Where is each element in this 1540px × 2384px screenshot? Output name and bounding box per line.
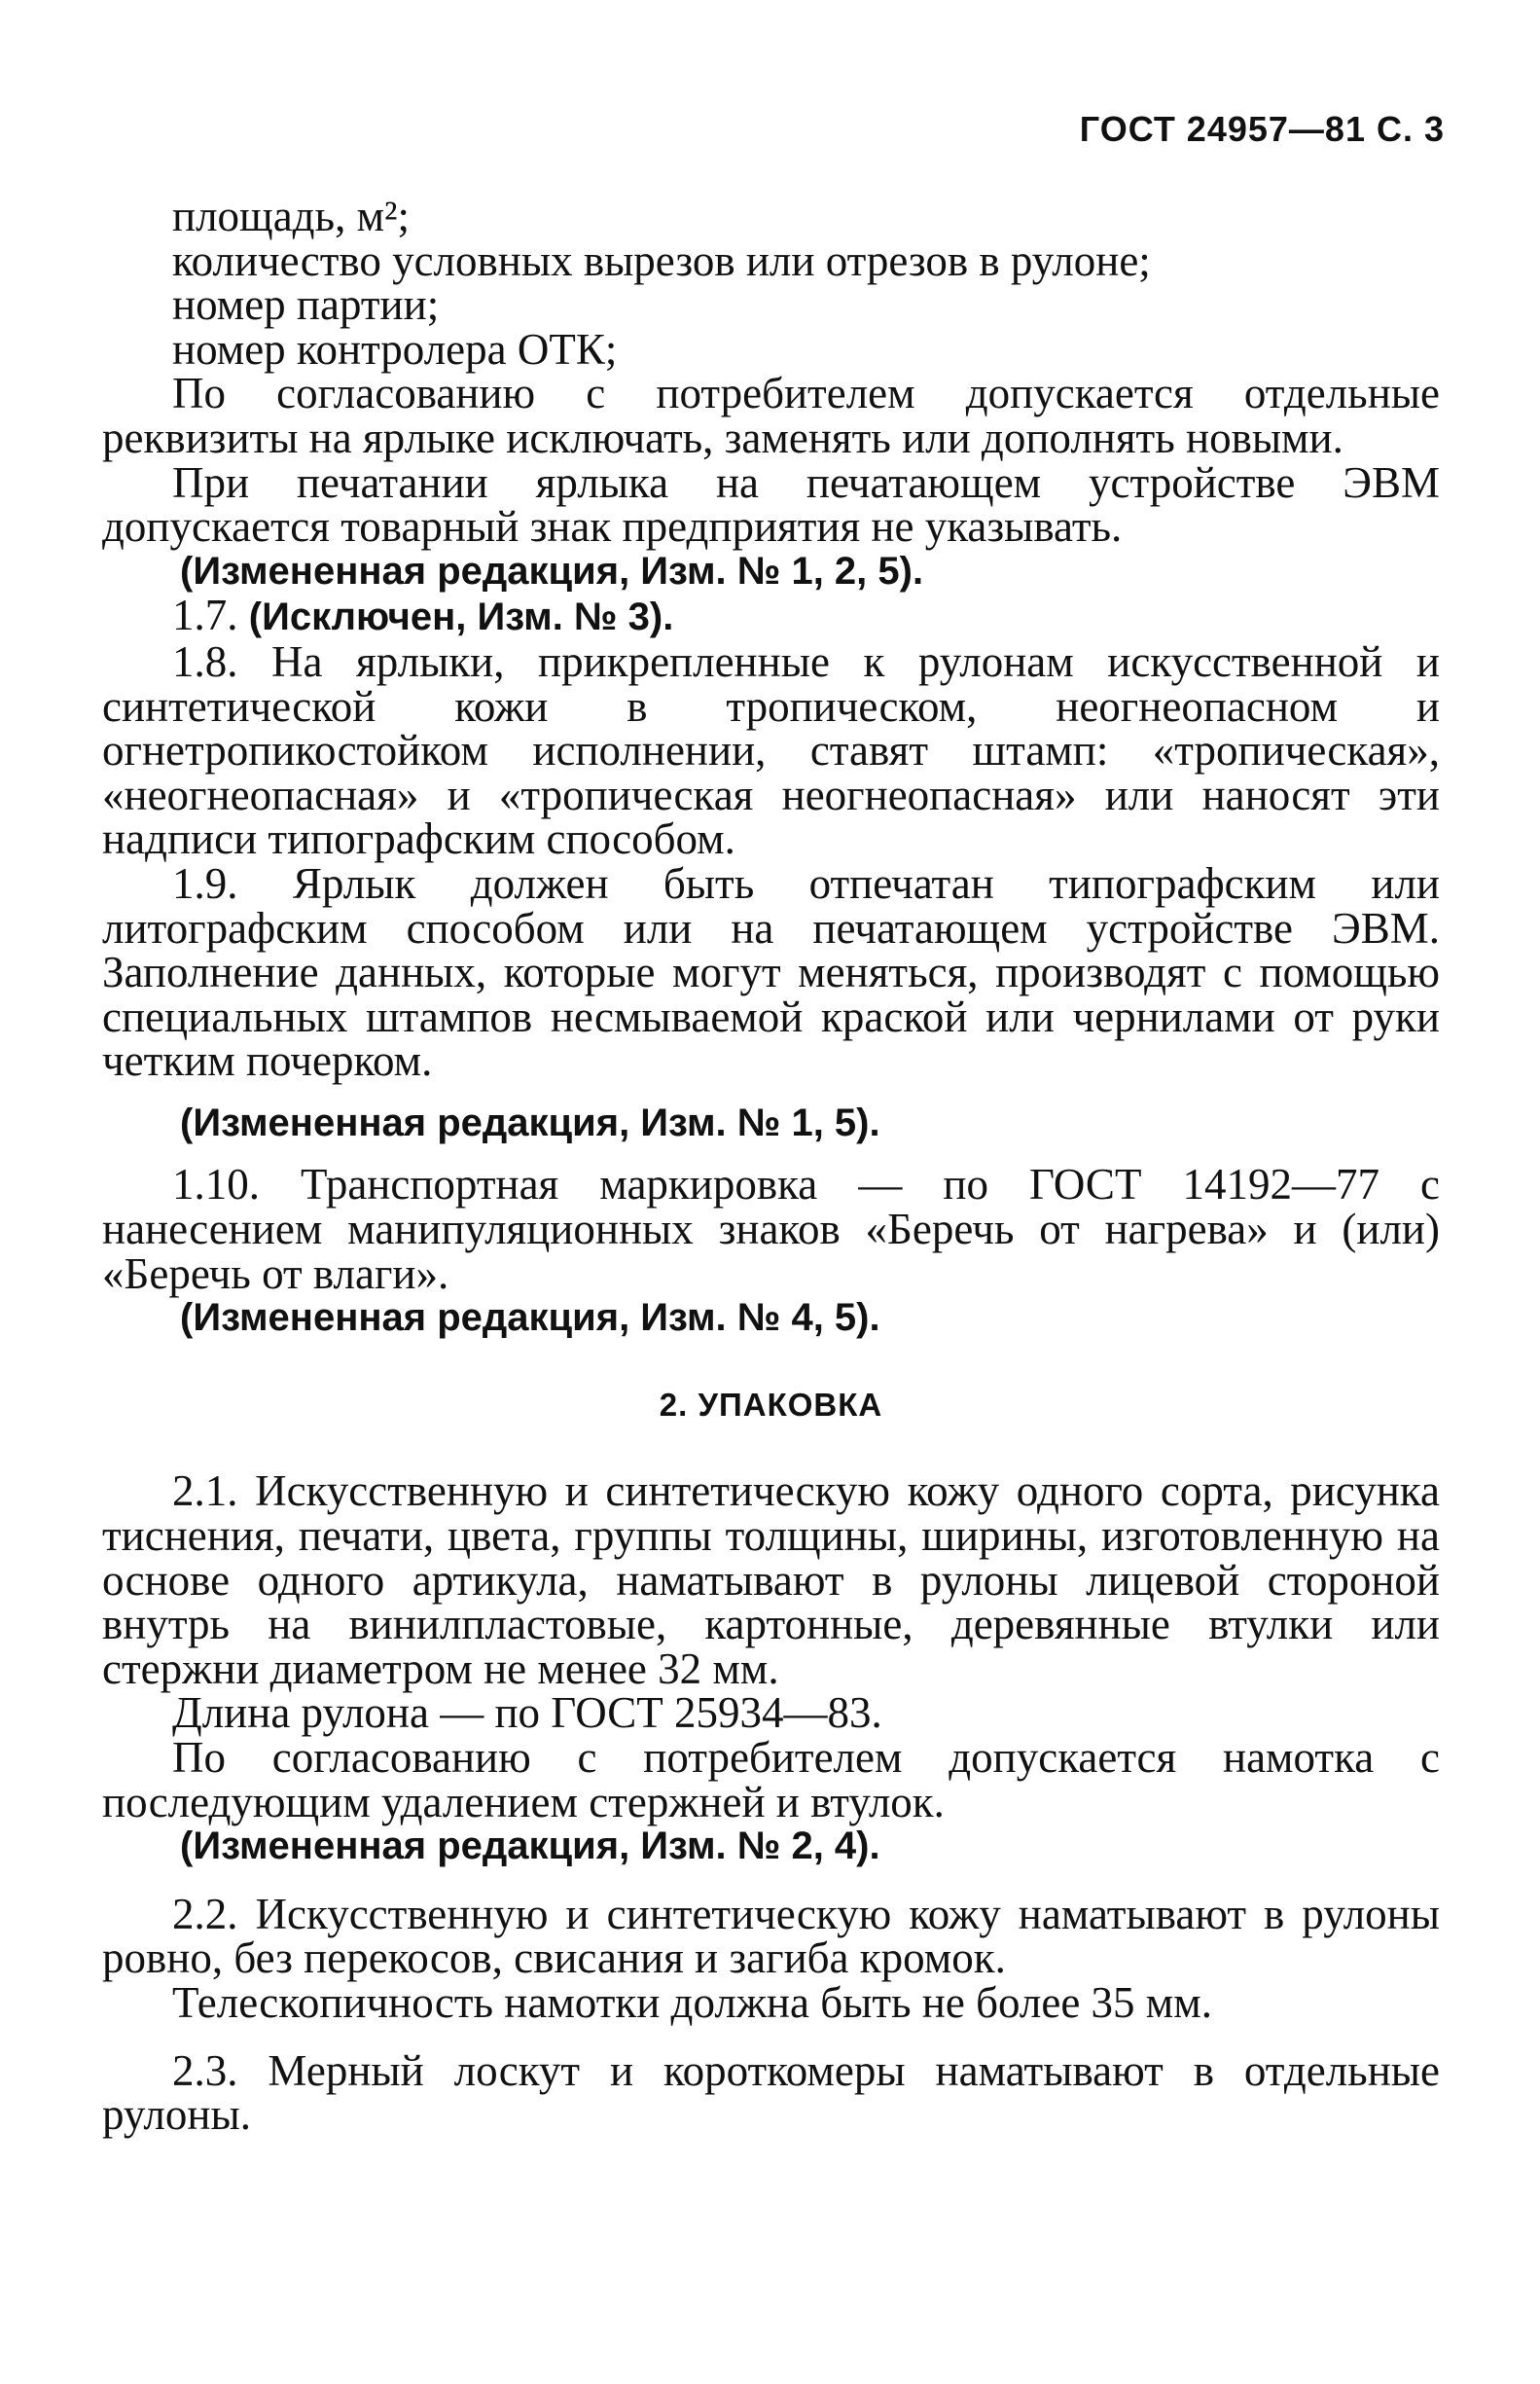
clause-excluded-note: (Исключен, Изм. № 3).	[248, 596, 674, 639]
clause-1-7	[102, 591, 1440, 640]
list-item-batch-number: номер партии;	[172, 280, 440, 330]
clause-2-1: 2.1. Искусственную и синтетическую кожу одного сорта, рисунка тиснения, печати, цвета, группы толщины, ширины, изготовленную на основе одного артикула, наматывают в рулоны лицевой стороной внутрь на винилпластовые, картонные, деревянные втулки или стержни диаметром не менее 32 мм.	[102, 1466, 1440, 1693]
clause-1-8: 1.8. На ярлыки, прикрепленные к рулонам искусственной и синтетической кожи в тропическом, неогнеопасном и огнетропикостойком исполнении, ставят штамп: «тропическая», «неогнеопасная» и «тропическая неогнеопасная» или наносят эти надписи типографским способом.	[102, 636, 1440, 864]
list-item-area: площадь, м²;	[172, 192, 411, 240]
clause-1-10: 1.10. Транспортная маркировка — по ГОСТ 14192—77 с нанесением манипуляционных знаков «Беречь от нагрева» и (или) «Беречь от влаги».	[102, 1160, 1440, 1298]
clause-2-3: 2.3. Мерный лоскут и короткомеры наматывают в отдельные рулоны.	[102, 2045, 1440, 2140]
clause-number: 1.7.	[172, 591, 238, 640]
document-body	[102, 192, 1440, 2140]
running-header: ГОСТ 24957—81 С. 3	[1079, 109, 1445, 149]
clause-2-2: 2.2. Искусственную и синтетическую кожу наматывают в рулоны ровно, без перекосов, свисания и загиба кромок.	[102, 1889, 1440, 1983]
section-heading: 2. УПАКОВКА	[659, 1386, 883, 1423]
list-item-cut-count: количество условных вырезов или отрезов в рулоне;	[172, 235, 1151, 285]
paragraph-roll-length: Длина рулона — по ГОСТ 25934—83.	[172, 1688, 882, 1738]
list-item-inspector-number: номер контролера ОТК;	[172, 324, 618, 374]
amendment-note: (Измененная редакция, Изм. № 1, 5).	[180, 1101, 880, 1144]
paragraph-agreement-winding: По согласованию с потребителем допускается намотка с последующим удалением стержней и втулок.	[102, 1733, 1440, 1826]
paragraph-printing: При печатании ярлыка на печатающем устройстве ЭВМ допускается товарный знак предприятия не указывать.	[102, 457, 1440, 552]
clause-1-9: 1.9. Ярлык должен быть отпечатан типографским или литографским способом или на печатающем устройстве ЭВМ. Заполнение данных, которые могут меняться, производят с помощью специальных штампов несмываемой краской или чернилами от руки четким почерком.	[102, 858, 1440, 1086]
paragraph-telescopic: Телескопичность намотки должна быть не более 35 мм.	[172, 1977, 1212, 2027]
paragraph-agreement: По согласованию с потребителем допускается отдельные реквизиты на ярлыке исключать, заменять или дополнять новыми.	[102, 369, 1440, 462]
amendment-note: (Измененная редакция, Изм. № 1, 2, 5).	[180, 549, 924, 593]
amendment-note: (Измененная редакция, Изм. № 2, 4).	[180, 1824, 880, 1868]
amendment-note: (Измененная редакция, Изм. № 4, 5).	[180, 1296, 880, 1340]
